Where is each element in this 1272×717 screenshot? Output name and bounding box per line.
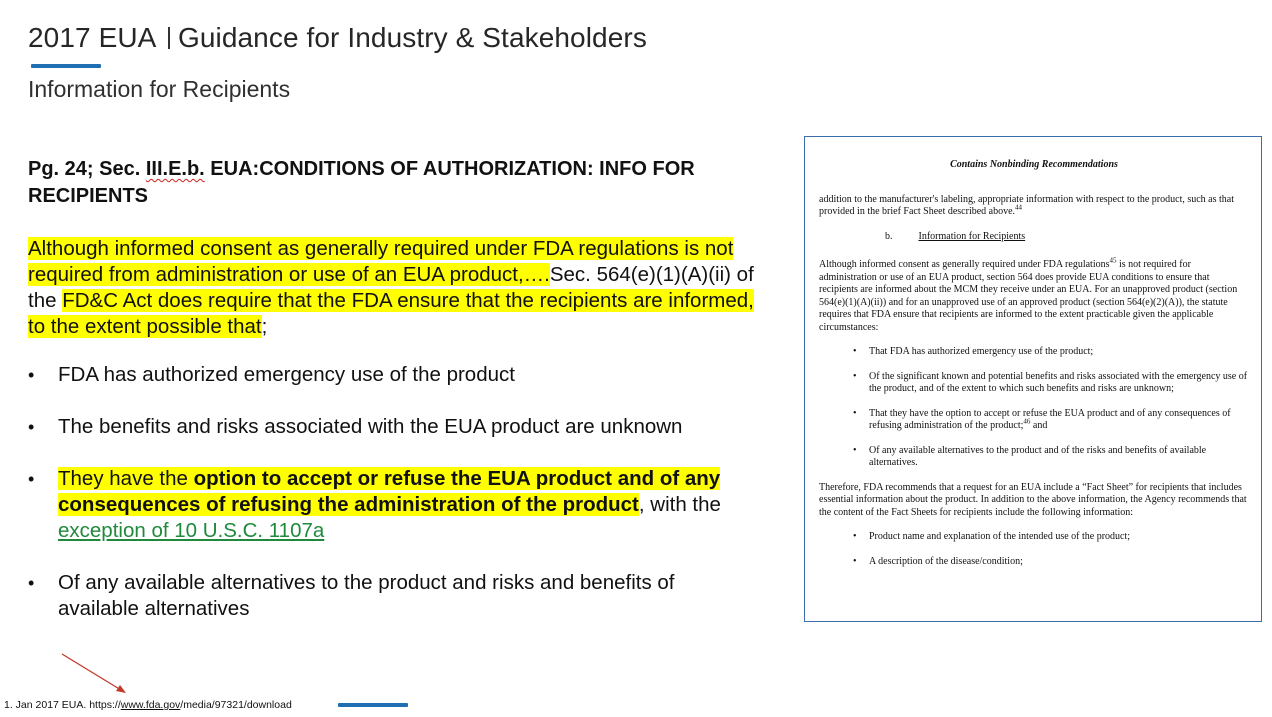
doc-list-item: • That FDA has authorized emergency use of the product; [853, 346, 1249, 359]
highlight-1: Although informed consent as generally required under FDA regulations is not required from administration or use of an EUA product,…. [28, 237, 734, 286]
bullet-item: • Of any available alternatives to the product and risks and benefits of available alternatives [28, 570, 758, 622]
doc-paragraph: Therefore, FDA recommends that a request for an EUA include a “Fact Sheet” for recipients that includes essential information about the product. In addition to the above information, the Agency recommends that the content of the Fact Sheets for recipients include the following information: [819, 481, 1247, 518]
bullet-item: • FDA has authorized emergency use of the product [28, 362, 758, 388]
document-excerpt [804, 136, 1262, 622]
title-right: Guidance for Industry & Stakeholders [177, 22, 647, 53]
slide-subtitle: Information for Recipients [28, 76, 291, 102]
doc-list-item: • Of any available alternatives to the product and of the risks and benefits of available alternatives. [853, 445, 1249, 470]
title-accent-bar [31, 64, 101, 68]
footnote-link[interactable]: www.fda.gov [120, 699, 181, 711]
doc-list-item: • That they have the option to accept or refuse the EUA product and of any consequences of refusing administration of the product;$^{46}$ and [853, 408, 1249, 433]
section-heading: Pg. 24; Sec. III.E.b. EUA:CONDITIONS OF AUTHORIZATION: INFO FOR RECIPIENTS [28, 158, 695, 207]
footer-accent-bar [338, 703, 408, 707]
arrow-icon [55, 650, 135, 698]
bullet-item: • The benefits and risks associated with the EUA product are unknown [28, 414, 758, 440]
doc-list [819, 346, 1249, 470]
footnote: 1. Jan 2017 EUA. https://www.fda.gov/media/97321/download [4, 699, 292, 711]
highlight-2: FD&C Act does require that the FDA ensure that the recipients are informed, to the extent possible that [28, 289, 754, 338]
doc-subheading: b. Information for Recipients [885, 230, 1026, 242]
title-left: 2017 EUA [28, 22, 157, 53]
exception-link[interactable]: exception of 10 U.S.C. 1107a [58, 519, 325, 542]
bold-highlight: option to accept or refuse the EUA product and of any consequences of refusing the administration of the product [58, 467, 721, 516]
doc-list-item: • Product name and explanation of the intended use of the product; [853, 531, 1249, 544]
left-content [28, 156, 758, 648]
intro-paragraph: Although informed consent as generally required under FDA regulations is not required from administration or use of an EUA product,….Sec. 564(e)(1)(A)(ii) of the FD&C Act does require that the FDA ensure that the recipients are informed, to the extent possible that; [28, 237, 754, 338]
doc-list-item: • A description of the disease/condition; [853, 556, 1249, 569]
slide-title [28, 22, 647, 54]
bullet-item: • They have the option to accept or refuse the EUA product and of any consequences of refusing the administration of the product, with the exception of 10 U.S.C. 1107a [28, 466, 758, 544]
title-separator [168, 27, 170, 49]
section-number: III.E.b. [145, 158, 205, 180]
doc-header: Contains Nonbinding Recommendations [950, 159, 1118, 170]
doc-paragraph: addition to the manufacturer's labeling, appropriate information with respect to the product, such as that provided in the brief Fact Sheet described above.$^{44}$ [819, 193, 1235, 217]
doc-list-2 [819, 531, 1249, 568]
bullet-list [28, 362, 758, 622]
doc-paragraph: Although informed consent as generally required under FDA regulations$^{45}$ is not required for administration or use of an EUA product, section 564 does provide EUA conditions to ensure that recipients are informed about the MCM they receive under an EUA. For an unapproved product (section 564(e)(1)(A)(ii)) and for an unapproved use of an approved product (section 564(e)(2)(A)), the statute requires that FDA ensure that recipients are informed to the extent practicable given the applicable circumstances: [819, 256, 1238, 333]
doc-list-item: • Of the significant known and potential benefits and risks associated with the emergency use of the product, and of the extent to which such benefits and risks are unknown; [853, 371, 1249, 396]
paragraph-plain: Sec. 564(e)(1)(A)(ii) of the [28, 263, 754, 312]
